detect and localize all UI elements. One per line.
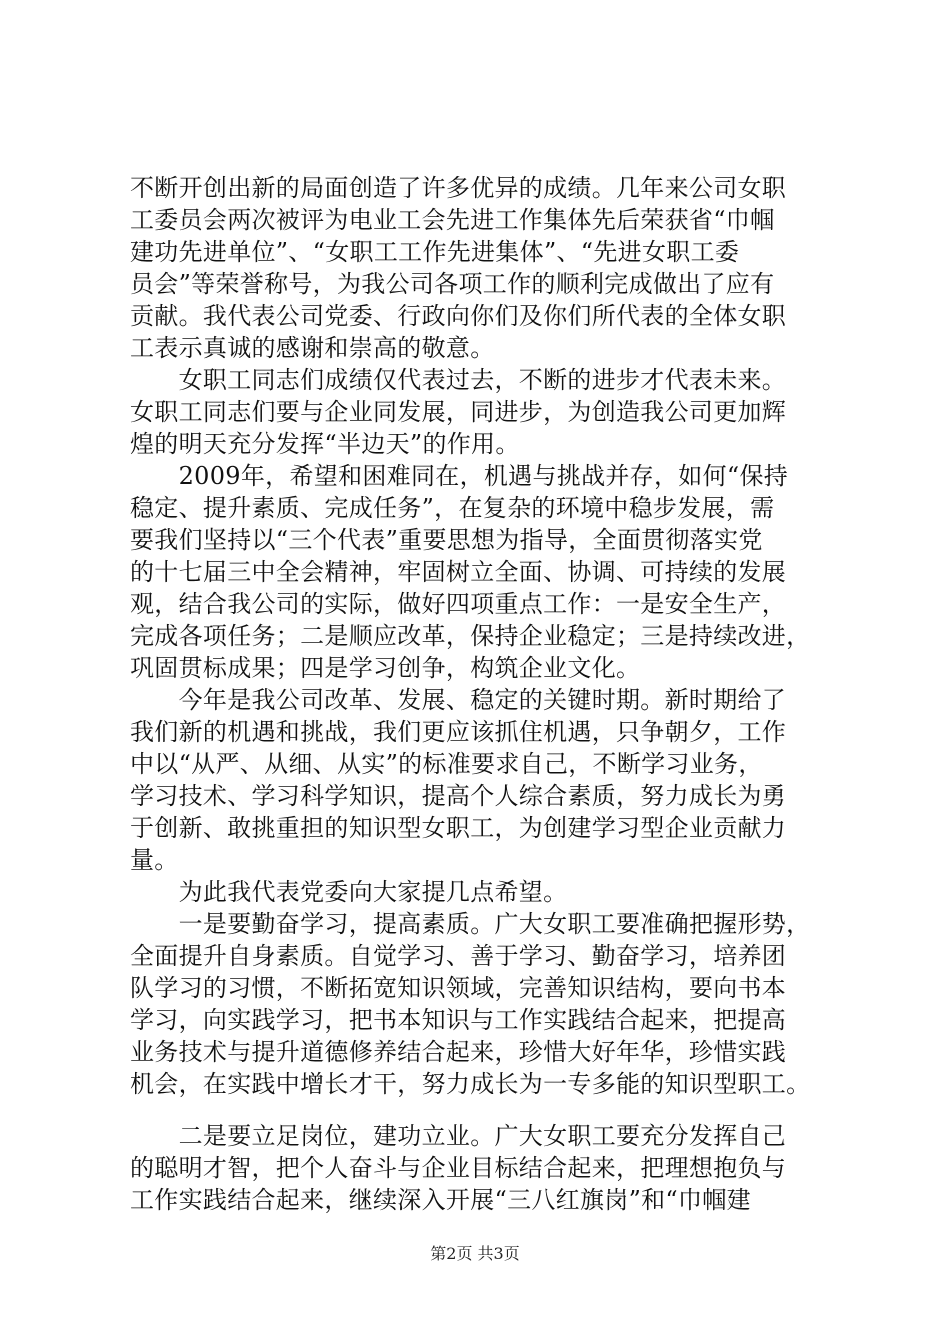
body-text-line: 的聪明才智，把个人奋斗与企业目标结合起来，把理想抱负与 — [130, 1154, 787, 1182]
body-text-line: 不断开创出新的局面创造了许多优异的成绩。几年来公司女职 — [130, 174, 787, 202]
page-number-footer: 第2页 共3页 — [430, 1244, 520, 1263]
body-text-line: 完成各项任务；二是顺应改革，保持企业稳定；三是持续改进， — [130, 622, 811, 650]
body-text-line: 2009年，希望和困难同在，机遇与挑战并存，如何“保持 — [130, 462, 789, 490]
body-text-line: 业务技术与提升道德修养结合起来，珍惜大好年华，珍惜实践 — [130, 1038, 787, 1066]
body-text-line: 员会”等荣誉称号，为我公司各项工作的顺利完成做出了应有 — [130, 270, 775, 298]
body-text-line: 今年是我公司改革、发展、稳定的关键时期。新时期给了 — [130, 686, 787, 714]
body-text-line: 机会，在实践中增长才干，努力成长为一专多能的知识型职工。 — [130, 1070, 811, 1098]
body-text-line: 贡献。我代表公司党委、行政向你们及你们所代表的全体女职 — [130, 302, 787, 330]
body-text-line: 稳定、提升素质、完成任务”，在复杂的环境中稳步发展，需 — [130, 494, 775, 522]
body-text-line: 我们新的机遇和挑战，我们更应该抓住机遇，只争朝夕，工作 — [130, 718, 787, 746]
body-text-line: 学习技术、学习科学知识，提高个人综合素质，努力成长为勇 — [130, 782, 787, 810]
body-text-line: 工委员会两次被评为电业工会先进工作集体先后荣获省“巾帼 — [130, 206, 775, 234]
body-text-line: 要我们坚持以“三个代表”重要思想为指导，全面贯彻落实党 — [130, 526, 763, 554]
body-text-line: 一是要勤奋学习，提高素质。广大女职工要准确把握形势， — [130, 910, 811, 938]
body-text-line: 队学习的习惯，不断拓宽知识领域，完善知识结构，要向书本 — [130, 974, 787, 1002]
body-text-line: 学习，向实践学习，把书本知识与工作实践结合起来，把提高 — [130, 1006, 787, 1034]
body-text-line: 工作实践结合起来，继续深入开展“三八红旗岗”和“巾帼建 — [130, 1186, 751, 1214]
body-text-line: 二是要立足岗位，建功立业。广大女职工要充分发挥自己 — [130, 1122, 787, 1150]
body-text-line: 煌的明天充分发挥“半边天”的作用。 — [130, 430, 520, 458]
body-text-line: 于创新、敢挑重担的知识型女职工，为创建学习型企业贡献力 — [130, 814, 787, 842]
body-text-line: 巩固贯标成果；四是学习创争，构筑企业文化。 — [130, 654, 641, 682]
body-text-line: 女职工同志们成绩仅代表过去，不断的进步才代表未来。 — [130, 366, 787, 394]
body-text-line: 中以“从严、从细、从实”的标准要求自己，不断学习业务， — [130, 750, 763, 778]
body-text-line: 女职工同志们要与企业同发展，同进步，为创造我公司更加辉 — [130, 398, 787, 426]
body-text-line: 为此我代表党委向大家提几点希望。 — [130, 878, 568, 906]
body-text-line: 建功先进单位”、“女职工工作先进集体”、“先进女职工委 — [130, 238, 740, 266]
body-text-line: 观，结合我公司的实际，做好四项重点工作：一是安全生产， — [130, 590, 787, 618]
body-text-line: 量。 — [130, 846, 179, 874]
body-text-line: 工表示真诚的感谢和崇高的敬意。 — [130, 334, 495, 362]
body-text-line: 全面提升自身素质。自觉学习、善于学习、勤奋学习，培养团 — [130, 942, 787, 970]
body-text-line: 的十七届三中全会精神，牢固树立全面、协调、可持续的发展 — [130, 558, 787, 586]
